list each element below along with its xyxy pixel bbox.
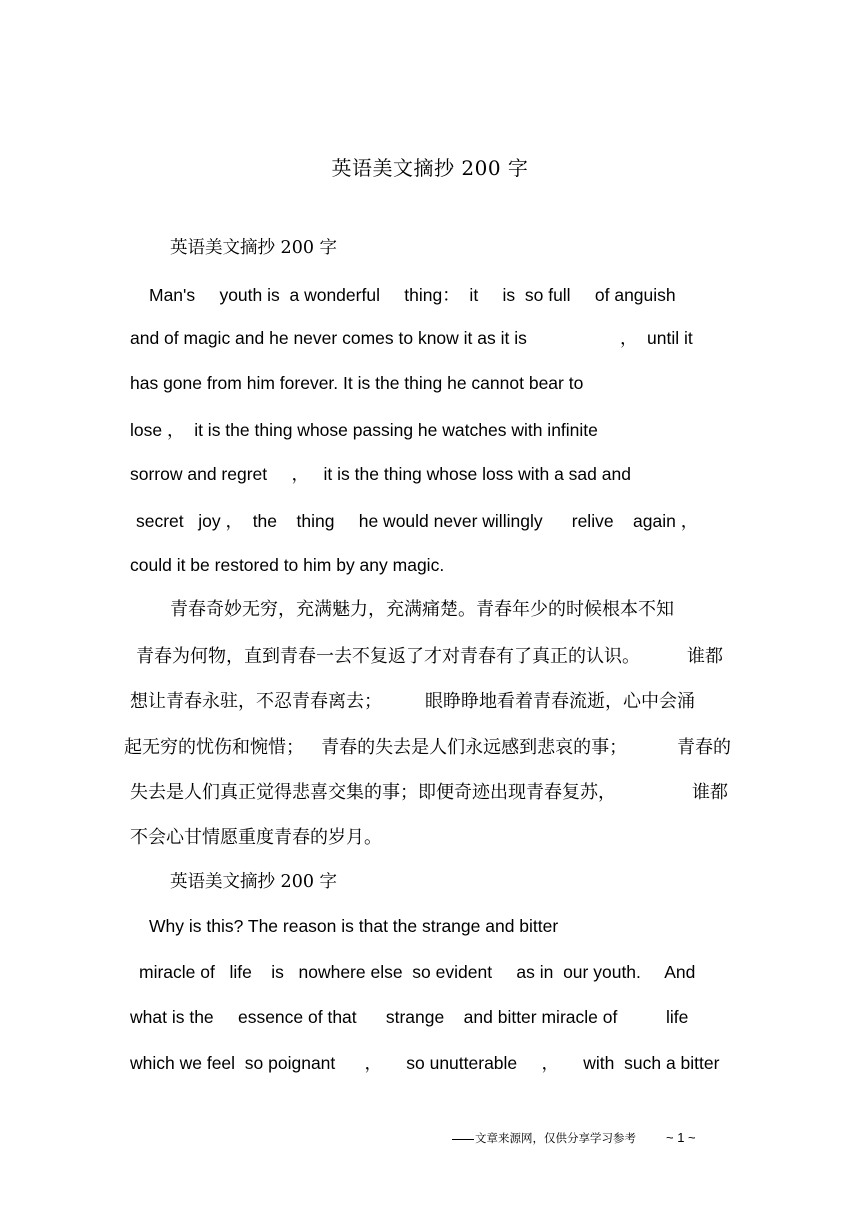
english-paragraph-line: miracle of life is nowhere else so evident as in our youth. And bbox=[139, 962, 696, 982]
english-paragraph-line: secret joy ， the thing he would never willingly relive again ， bbox=[136, 511, 699, 531]
page-number: ~ 1 ~ bbox=[666, 1130, 696, 1145]
chinese-paragraph-line: 想让青春永驻，不忍青春离去； bbox=[130, 691, 382, 712]
english-paragraph-punct: ， bbox=[620, 328, 638, 348]
footer-source-note: 文章来源网，仅供分享学习参考 bbox=[452, 1128, 636, 1148]
chinese-paragraph-line: 青春为何物，直到青春一去不复返了才对青春有了真正的认识。 bbox=[136, 646, 640, 667]
section-heading: 英语美文摘抄 200 字 bbox=[170, 872, 338, 892]
chinese-paragraph-line: 谁都 bbox=[687, 646, 723, 667]
chinese-paragraph-line: 青春奇妙无穷，充满魅力，充满痛楚。青春年少的时候根本不知 bbox=[170, 599, 674, 620]
chinese-paragraph-line: 青春的 bbox=[677, 737, 731, 758]
english-paragraph-line: lose ， it is the thing whose passing he watches with infinite bbox=[130, 420, 598, 440]
english-paragraph-line: sorrow and regret ， it is the thing whose loss with a sad and bbox=[130, 464, 631, 484]
english-paragraph-line: Why is this? The reason is that the strange and bitter bbox=[149, 916, 559, 936]
chinese-paragraph-line: 起无穷的忧伤和惋惜； 青春的失去是人们永远感到悲哀的事； bbox=[124, 737, 628, 758]
english-paragraph-line: has gone from him forever. It is the thing he cannot bear to bbox=[130, 373, 584, 393]
page-title: 英语美文摘抄 200 字 bbox=[331, 156, 529, 180]
english-paragraph-line: could it be restored to him by any magic. bbox=[130, 555, 445, 575]
english-paragraph-line: until it bbox=[647, 328, 693, 348]
chinese-paragraph-line: 谁都 bbox=[692, 782, 728, 803]
english-paragraph-line: what is the essence of that strange and bitter miracle of life bbox=[130, 1007, 689, 1027]
english-paragraph-line: which we feel so poignant ， so unutterable ， with such a bitter bbox=[130, 1053, 720, 1073]
chinese-paragraph-line: 不会心甘情愿重度青春的岁月。 bbox=[130, 827, 382, 848]
english-paragraph-line: Man's youth is a wonderful thing： it is so full of anguish bbox=[149, 285, 676, 305]
chinese-paragraph-line: 失去是人们真正觉得悲喜交集的事；即便奇迹出现青春复苏， bbox=[130, 782, 616, 803]
section-heading: 英语美文摘抄 200 字 bbox=[170, 238, 338, 258]
chinese-paragraph-line: 眼睁睁地看着青春流逝，心中会涌 bbox=[425, 691, 695, 712]
english-paragraph-line: and of magic and he never comes to know it as it is bbox=[130, 328, 527, 348]
